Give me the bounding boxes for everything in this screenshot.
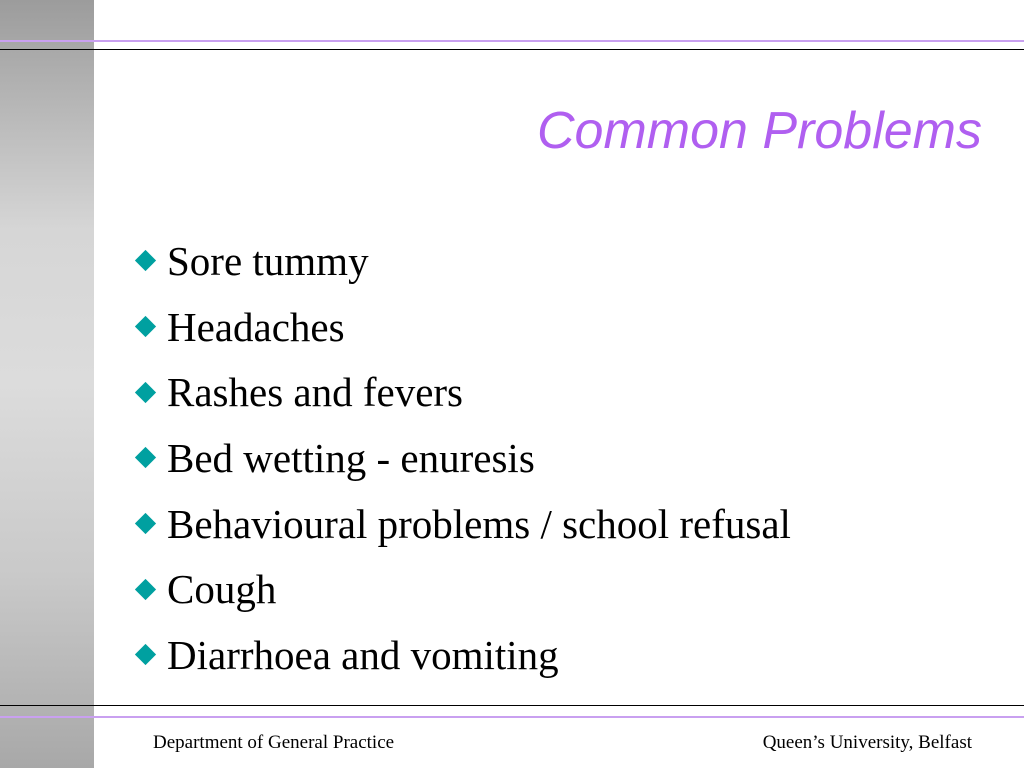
footer-department: Department of General Practice xyxy=(153,732,395,753)
list-item-text: Rashes and fevers xyxy=(167,369,464,416)
diamond-bullet-icon xyxy=(135,250,156,271)
slide-title: Common Problems xyxy=(536,102,982,160)
list-item xyxy=(132,359,791,425)
footer-university: Queen’s University, Belfast xyxy=(762,732,972,753)
list-item xyxy=(132,491,791,557)
diamond-bullet-icon xyxy=(135,644,156,665)
list-item xyxy=(132,294,791,360)
top-rule-purple xyxy=(0,40,1024,42)
list-item xyxy=(132,556,791,622)
list-item-text: Behavioural problems / school refusal xyxy=(167,500,791,547)
list-item-text: Sore tummy xyxy=(167,237,369,284)
list-item-text: Bed wetting - enuresis xyxy=(167,434,535,481)
list-item xyxy=(132,622,791,688)
diamond-bullet-icon xyxy=(135,447,156,468)
bottom-rule-purple xyxy=(0,716,1024,718)
top-rule-black xyxy=(0,49,1024,50)
list-item-text: Headaches xyxy=(167,303,345,350)
diamond-bullet-icon xyxy=(135,382,156,403)
list-item xyxy=(132,228,791,294)
list-item xyxy=(132,425,791,491)
diamond-bullet-icon xyxy=(135,316,156,337)
list-item-text: Diarrhoea and vomiting xyxy=(167,631,559,678)
bullet-list xyxy=(132,228,791,688)
side-gradient-bar xyxy=(0,0,94,768)
diamond-bullet-icon xyxy=(135,513,156,534)
bottom-rule-black xyxy=(0,705,1024,706)
diamond-bullet-icon xyxy=(135,579,156,600)
list-item-text: Cough xyxy=(167,566,277,613)
